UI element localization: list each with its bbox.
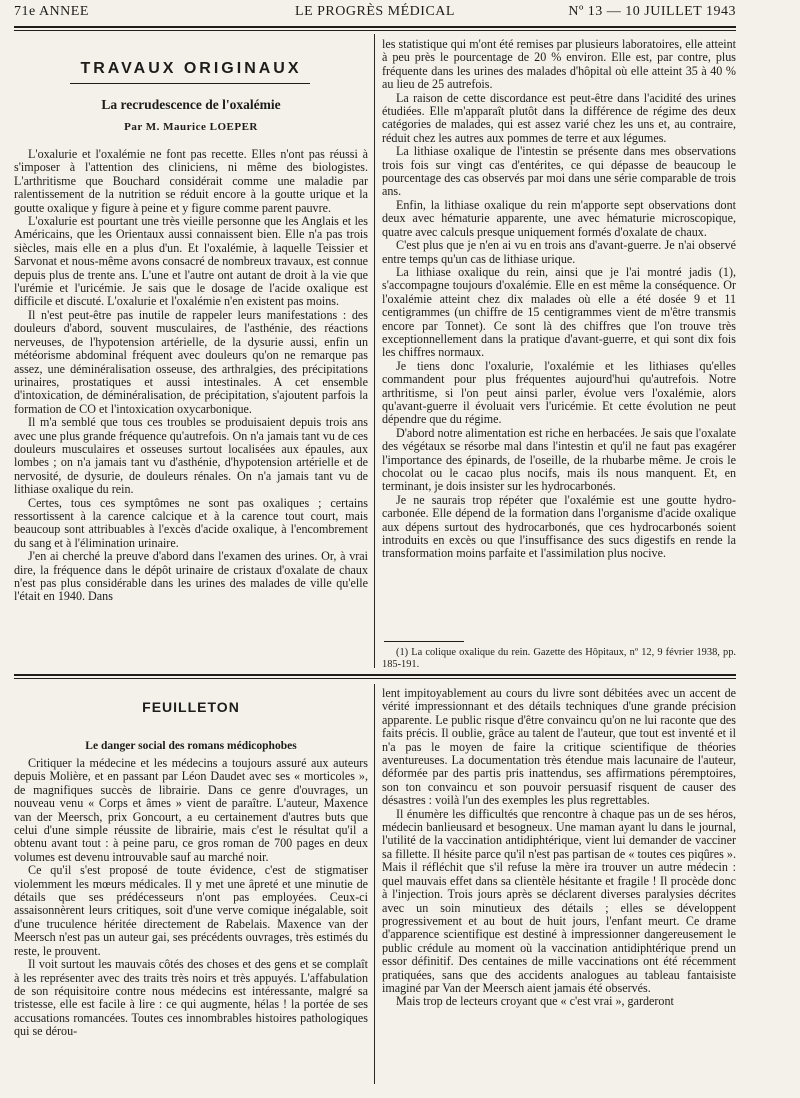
- paragraph: Certes, tous ces symptômes ne sont pas oxaliques ; certains ressortissent à la carence calcique et à la carence tout court, mais beaucoup sont attribuables à l'excès d'acide oxalique, à l'encombrement du sang et à l'élimination urinaire.: [14, 495, 368, 550]
- feuilleton-separator-thin: [14, 678, 736, 679]
- travaux-left-column: [14, 148, 368, 604]
- paragraph: Je ne saurais trop répéter que l'oxalémie est une goutte hydro-carbonée. Elle dépend de la formation dans l'organisme d'acide oxalique aux dépens surtout des hydrocarbonés, que ces hydrocarbonés soient introduits en excès ou que l'insuffisance des sucs digestifs en rende la transformation moins parfaite et l'assimilation plus nocive.: [382, 492, 736, 561]
- journal-name: LE PROGRÈS MÉDICAL: [295, 4, 455, 19]
- paragraph: C'est plus que je n'en ai vu en trois ans d'avant-guerre. Je n'ai observé entre temps qu'un cas de lithiase urique.: [382, 238, 736, 266]
- footnote: (1) La colique oxalique du rein. Gazette des Hôpitaux, nº 12, 9 février 1938, pp. 185-191.: [382, 647, 736, 670]
- paragraph: L'oxalurie est pourtant une très vieille personne que les Anglais et les Américains, que les Orientaux aussi connaissent bien. Elle n'a pas trois siècles, mais elle en a plus d'un. Et l'oxalémie, à laquelle Teissier et Sarvonat et nous-même avons consacré de nombreux travaux, est connue depuis plus de trente ans. L'une et l'autre ont autant de droit à la vie que l'urémie et l'uricémie. Je sais que le dosage de l'acide oxalique est difficile et discuté. L'oxalurie et l'oxalémie n'en existent pas moins.: [14, 214, 368, 309]
- paragraph: Il n'est peut-être pas inutile de rappeler leurs manifestations : des douleurs d'abord, souvent musculaires, de l'asthénie, des réactions nerveuses, de l'hypotension artérielle, de la dysurie aussi, enfin un météorisme abdominal fréquent avec douleurs qu'on ne remarque pas assez, une déminéralisation osseuse, des arthralgies, des précipitations urinaires, prostatiques et aussi intestinales. A cet ensemble d'intoxication, de déminéralisation, de précipitation, s'ajoutent parfois la formation de CO et l'intoxication oxycarbonique.: [14, 307, 368, 416]
- paragraph: La raison de cette discordance est peut-être dans l'acidité des urines étudiées. Elle m'apparaît plutôt dans la différence de régime des deux catégories de malades, qui est assez varié chez les uns et, au contraire, réduit chez les autres aux pommes de terre et aux légumes.: [382, 90, 736, 145]
- article-author: Par M. Maurice LOEPER: [124, 121, 258, 133]
- footnote-rule: [384, 641, 464, 642]
- paragraph: les statistique qui m'ont été remises par plusieurs laboratoires, elle atteint à peu près le pourcentage de 20 % environ. Elle est, par contre, plus fréquente dans les urines des malades d'hôpital où elle atteint 35 à 40 % au lieu de 25 autrefois.: [382, 37, 736, 92]
- feuilleton-right-column: [382, 687, 736, 1009]
- header-rule: [14, 26, 736, 28]
- feuilleton-left-column: [14, 757, 368, 1039]
- issue-date: Nº 13 — 10 JUILLET 1943: [568, 4, 736, 19]
- column-divider-bottom: [374, 684, 375, 1084]
- section-title-travaux: TRAVAUX ORIGINAUX: [80, 60, 302, 77]
- paragraph: Enfin, la lithiase oxalique du rein m'apporte sept observations dont deux avec hématurie apparente, une avec hématurie microscopique, quatre avec calculs presque uniquement formés d'oxalate de chaux.: [382, 197, 736, 239]
- feuilleton-separator: [14, 674, 736, 676]
- paragraph: Ce qu'il s'est proposé de toute évidence, c'est de stigmatiser violemment les mœurs médicales. Il y met une âpreté et une minutie de détails que ses prédécesseurs n'ont pas employées. Ceux-ci assaisonnèrent leurs critiques, soit d'une verve comique inégalable, soit d'une truculence héritée directement de Rabelais. Maxence van der Meersch n'est pas un auteur gai, ses précédents ouvrages, très estimés du reste, le prouvent.: [14, 863, 368, 958]
- header-rule-thin: [14, 30, 736, 31]
- volume-label: 71e ANNEE: [14, 4, 89, 19]
- paragraph: La lithiase oxalique du rein, ainsi que je l'ai montré jadis (1), s'accompagne toujours d'oxalémie. Elle en est même la conséquence. Or l'oxalémie atteint chez dix malades où elle a été dosée 9 et 11 centigrammes (un chiffre de 15 centigrammes vient de m'être transmis encore par Tonnet). Ce sont là des chiffres que l'on trouve très exceptionnellement dans la pratique d'avant-guerre, et qui sont dix fois les chiffres normaux.: [382, 264, 736, 360]
- column-divider-top: [374, 34, 375, 668]
- paragraph: Mais trop de lecteurs croyant que « c'est vrai », garderont: [396, 994, 674, 1009]
- feuilleton-article-title: Le danger social des romans médicophobes: [85, 740, 297, 752]
- running-header: [14, 4, 736, 26]
- paragraph: Il énumère les difficultés que rencontre à chaque pas un de ses héros, médecin banlieusard et besogneux. Une maman ayant lu dans le journal, l'utilité de la vaccination antidiphtérique, vient lui demander de vacciner sa fillette. Il hésite parce qu'il n'est pas partisan de « toutes ces piqûres ». Mais il réfléchit que s'il refuse la mère ira trouver un autre médecin : quel mauvais effet dans sa clientèle hésitante et fragile ! Il procède donc à l'injection. Trois jours après se déclarent diverses paralysies décrites avec un soin minutieux des détails ; elles se développent progressivement et au bout de huit jours, l'enfant meurt. Ce drame d'apparence scientifique est destiné à impressionner dangereusement le public crédule au moment où la vaccination antidiphtérique prend un essor définitif. Des centaines de mille vaccinations ont été récemment pratiquées, sans que des accidents analogues au tableau fantaisiste imaginé par Van der Meersch aient jamais été observés.: [382, 806, 736, 995]
- paragraph: D'abord notre alimentation est riche en herbacées. Je sais que l'oxalate des végétaux se résorbe mal dans l'intestin et qu'il ne faut pas exagérer l'importance des épinards, de l'oseille, de la rhubarbe même. Je crois le chocolat ou le cacao plus nocifs, mais ils nous manquent. Et, en terminant, je dois insister sur les hydrocarbonés.: [382, 425, 736, 494]
- article-title: La recrudescence de l'oxalémie: [101, 97, 281, 112]
- paragraph: Il voit surtout les mauvais côtés des choses et des gens et se complaît à les représenter avec des traits très noirs et très appuyés. L'affabulation de son réquisitoire contre nous médecins est intéressante, malgré sa tristesse, elle est facile à lire : ce qui augmente, hélas ! la portée de ses accusations romancées. Toutes ces innombrables histoires pathologiques qui se dérou-: [14, 957, 368, 1039]
- paragraph: L'oxalurie et l'oxalémie ne font pas recette. Elles n'ont pas réussi à s'imposer à l'attention des cliniciens, ni même des biologistes. L'arthritisme que Bouchard considérait comme une maladie par ralentissement de la nutrition se réduit encore à la goutte urique et la goutte oxalique y figure à peine et y figure comme parent pauvre.: [14, 147, 368, 215]
- paragraph: Critiquer la médecine et les médecins a toujours assuré aux auteurs depuis Molière, et en passant par Léon Daudet avec ses « morticoles », de magnifiques succès de librairie. Dans ce genre d'ouvrages, un nouveau venu « Corps et âmes » vient de paraître. L'auteur, Maxence van der Meersch, prix Goncourt, a eu certainement d'autres buts que celui d'une simple réussite de librairie, mais c'est le résultat qu'il a obtenu avant tout : à peine paru, ce gros roman de 700 pages en deux volumes est devenu introuvable sauf au marché noir.: [14, 756, 368, 864]
- paragraph: J'en ai cherché la preuve d'abord dans l'examen des urines. Or, à vrai dire, la fréquence dans le dépôt urinaire de cristaux d'oxalate de chaux n'est pas plus considérable dans les urines des malades de ville qu'elle l'était en 1940. Dans: [14, 549, 368, 604]
- paragraph: Je tiens donc l'oxalurie, l'oxalémie et les lithiases qu'elles commandent pour plus fréquentes aujourd'hui qu'autrefois. Notre arthritisme, si l'on peut ainsi parler, évolue vers l'oxalémie, alors qu'avant-guerre il évoluait vers l'uricémie. Et cette évolution ne peut dépendre que du régime.: [382, 358, 736, 427]
- paragraph: lent impitoyablement au cours du livre sont débitées avec un accent de vérité impressionnant et des détails techniques d'une grande précision apparente. Le public risque d'être convaincu qu'on ne lui raconte que des faits précis. Il oublie, grâce au talent de l'auteur, que tout est inventé et il n'a pas le moyen de faire la critique scientifique de théories aventureuses. La documentation très étendue mais lacunaire de l'auteur, déformée par des partis pris inattendus, ses affirmations péremptoires, son ton convaincu et son pouvoir persuasif risquent de causer des désastres : voilà l'un des exemples les plus regrettables.: [382, 686, 736, 808]
- paragraph: Il m'a semblé que tous ces troubles se produisaient depuis trois ans avec une plus grande fréquence qu'autrefois. On n'a jamais tant vu de ces douleurs musculaires et osseuses surtout localisées aux épaules, aux lombes ; on n'a jamais tant vu d'asthénie, d'hypotension artérielle et de nervosité, de dysurie, de douleurs rénales. On n'a jamais tant vu de lithiase oxalique du rein.: [14, 415, 368, 497]
- travaux-right-column: [382, 38, 736, 561]
- paragraph: La lithiase oxalique de l'intestin se présente dans mes observations trois fois sur vingt cas d'entérites, ce qui dépasse de beaucoup le pourcentage des cas observés par moi dans une série comparable de trois ans.: [382, 144, 736, 199]
- section-title-feuilleton: FEUILLETON: [142, 699, 240, 715]
- section-title-underline: [70, 83, 310, 84]
